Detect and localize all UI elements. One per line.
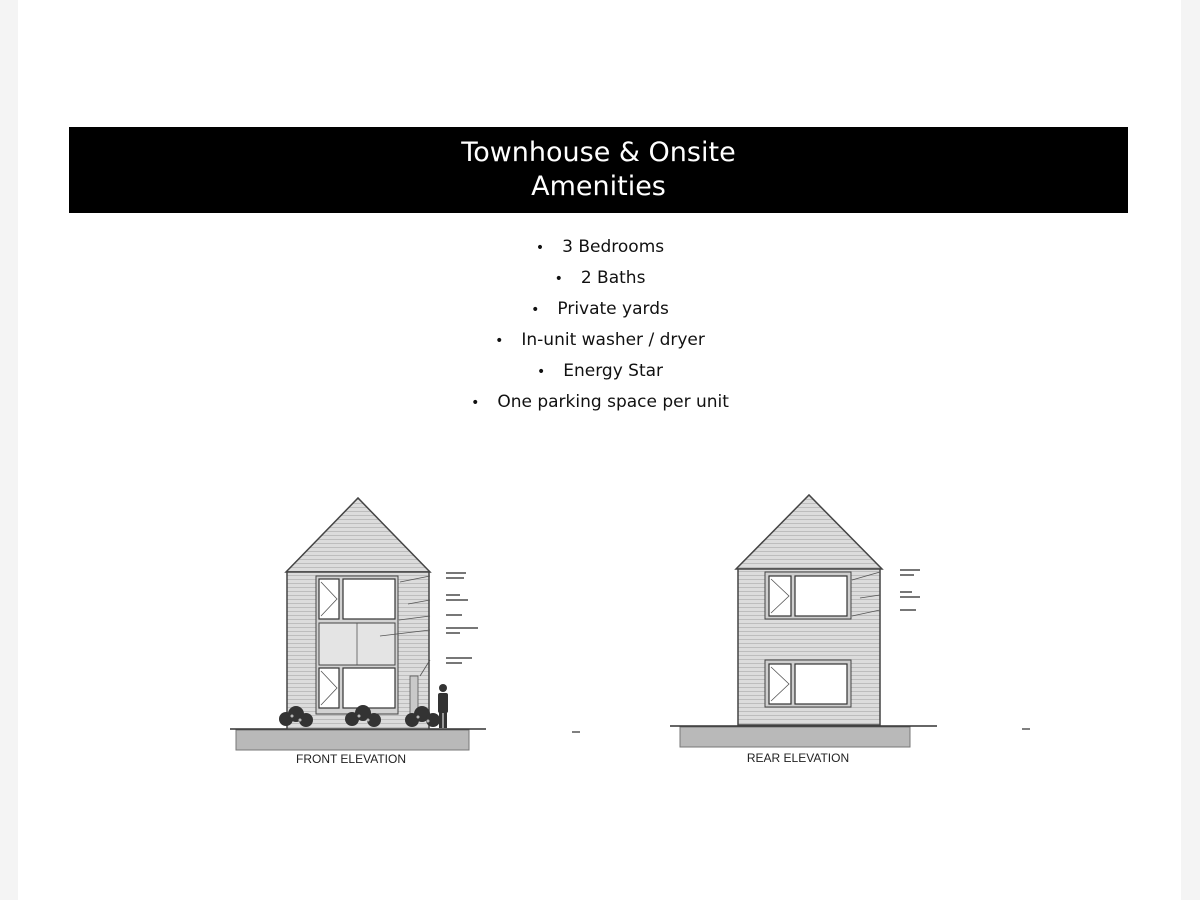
- front-gable: [286, 498, 430, 572]
- front-annotation-notes: [446, 572, 478, 664]
- bullet-icon: •: [554, 271, 563, 287]
- rear-elevation-drawing: [670, 495, 1030, 765]
- amenity-item: [0, 263, 1200, 294]
- rear-lower-window-left: [769, 664, 791, 704]
- front-ground-slab: [236, 730, 469, 750]
- bullet-icon: •: [535, 240, 545, 256]
- bullet-icon: •: [531, 302, 540, 318]
- amenity-text: Private yards: [557, 299, 669, 319]
- amenity-text: In-unit washer / dryer: [521, 330, 705, 350]
- scale-figure-icon: [438, 684, 448, 728]
- amenities-list: [0, 232, 1200, 418]
- front-lower-window-left: [319, 668, 339, 708]
- amenity-text: Energy Star: [563, 361, 664, 381]
- elevation-drawings: [0, 480, 1200, 780]
- front-elevation-caption: FRONT ELEVATION: [295, 752, 407, 766]
- front-elevation-drawing: [230, 498, 580, 766]
- rear-upper-window-left: [769, 576, 791, 616]
- amenity-text: One parking space per unit: [497, 392, 729, 412]
- front-lower-window-right: [343, 668, 395, 708]
- front-upper-window-left: [319, 579, 339, 619]
- amenity-item: [0, 356, 1200, 387]
- bullet-icon: •: [495, 333, 504, 349]
- bullet-icon: •: [471, 395, 480, 411]
- title-line-2: Amenities: [531, 171, 666, 202]
- rear-ground-slab: [680, 727, 910, 747]
- rear-annotation-notes: [900, 569, 920, 611]
- amenity-item: [0, 294, 1200, 325]
- amenity-text: 3 Bedrooms: [562, 237, 665, 257]
- amenity-text: 2 Baths: [580, 268, 646, 288]
- amenity-item: [0, 232, 1200, 263]
- rear-elevation-caption: REAR ELEVATION: [746, 751, 850, 765]
- rear-lower-window-right: [795, 664, 847, 704]
- bullet-icon: •: [536, 364, 546, 380]
- rear-upper-window-right: [795, 576, 847, 616]
- rear-gable: [736, 495, 882, 569]
- title-line-1: Townhouse & Onsite: [461, 137, 736, 168]
- amenity-item: [0, 387, 1200, 418]
- title-banner: [69, 127, 1128, 213]
- amenity-item: [0, 325, 1200, 356]
- front-upper-window-right: [343, 579, 395, 619]
